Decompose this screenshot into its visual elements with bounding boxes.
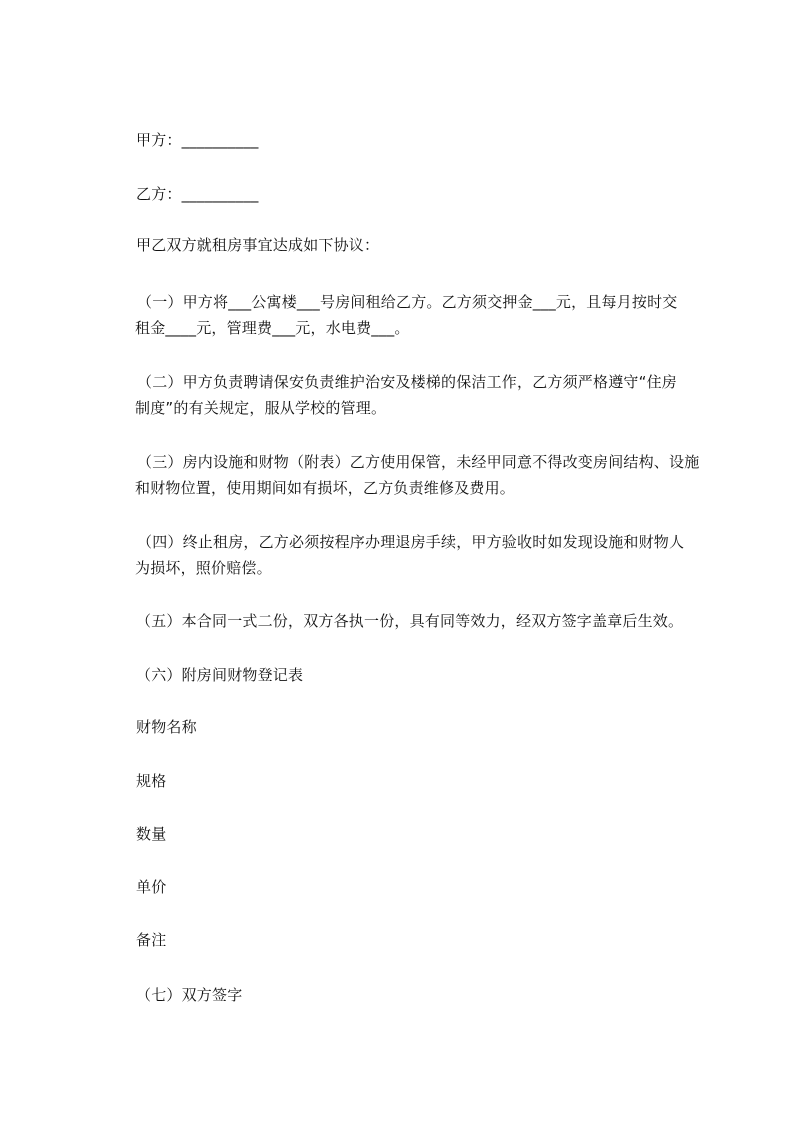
- appendix-field-quantity: 数量: [136, 825, 167, 843]
- clause-1-line-2: 租金____元，管理费___元，水电费___。: [135, 319, 410, 337]
- appendix-field-remarks: 备注: [136, 931, 167, 949]
- clause-5-line-1: （五）本合同一式二份，双方各执一份，具有同等效力，经双方签字盖章后生效。: [136, 612, 684, 630]
- clause-2-line-2: 制度”的有关规定，服从学校的管理。: [135, 399, 387, 417]
- signature-title: （七）双方签字: [136, 986, 243, 1004]
- appendix-field-unit-price: 单价: [136, 878, 167, 896]
- clause-4-line-2: 为损坏，照价赔偿。: [135, 559, 272, 577]
- clause-2-line-1: （二）甲方负责聘请保安负责维护治安及楼梯的保洁工作，乙方须严格遵守“住房: [137, 373, 677, 391]
- appendix-field-spec: 规格: [136, 772, 167, 790]
- appendix-title: （六）附房间财物登记表: [136, 666, 304, 684]
- appendix-field-name: 财物名称: [136, 718, 197, 736]
- party-a-line: 甲方：__________: [136, 131, 259, 149]
- clause-3-line-2: 和财物位置，使用期间如有损坏，乙方负责维修及费用。: [135, 479, 516, 497]
- clause-4-line-1: （四）终止租房，乙方必须按程序办理退房手续，甲方验收时如发现设施和财物人: [137, 533, 685, 551]
- clause-1-line-1: （一）甲方将___公寓楼___号房间租给乙方。乙方须交押金___元，且每月按时交: [137, 293, 678, 311]
- intro-text: 甲乙双方就租房事宜达成如下协议：: [136, 236, 380, 254]
- party-b-line: 乙方：__________: [136, 185, 259, 203]
- clause-3-line-1: （三）房内设施和财物（附表）乙方使用保管，未经甲同意不得改变房间结构、设施: [137, 453, 700, 471]
